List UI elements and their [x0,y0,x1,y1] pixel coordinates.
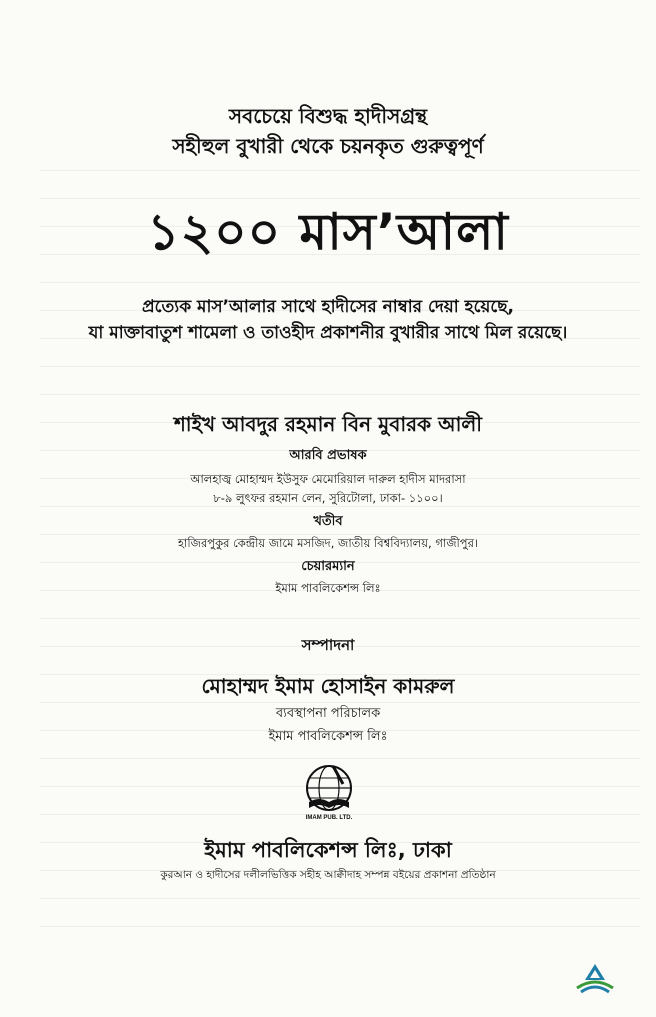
logo-emblem-text: IMAM PUB. LTD. [305,815,353,821]
author-role-lecturer-institution: আলহাজ্ব মোহাম্মদ ইউসুফ মেমোরিয়াল দারুল হাদীস মাদরাসা [190,472,466,486]
editing-label: সম্পাদনা [301,636,355,654]
author-name: শাইখ আবদুর রহমান বিন মুবারক আলী [173,412,483,436]
editor-name: মোহাম্মদ ইমাম হোসাইন কামরুল [201,674,455,698]
corner-logo-icon [573,958,617,998]
author-role-lecturer-address: ৮-৯ লুৎফর রহমান লেন, সুরিটোলা, ঢাকা- ১১০০। [213,491,443,505]
editor-role: ব্যবস্থাপনা পরিচালক [275,706,381,721]
description-line-2: যা মাক্তাবাতুশ শামেলা ও তাওহীদ প্রকাশনীর বুখারীর সাথে মিল রয়েছে। [88,323,568,343]
book-title: ১২০০ মাস’আলা [147,203,509,261]
publisher-tagline: কুরআন ও হাদীসের দলীলভিত্তিক সহীহ আক্বীদাহ সম্পন্ন বইয়ের প্রকাশনা প্রতিষ্ঠান [160,869,496,881]
author-role-lecturer: আরবি প্রভাষক [289,448,367,463]
author-role-chairman-detail: ইমাম পাবলিকেশন্স লিঃ [275,581,381,595]
author-role-chairman: চেয়ারম্যান [301,559,355,574]
subtitle-line-2: সহীহুল বুখারী থেকে চয়নকৃত গুরুত্বপূর্ণ [172,134,484,158]
globe-book-pen-logo-icon [297,758,361,822]
description-line-1: প্রত্যেক মাস’আলার সাথে হাদীসের নাম্বার দেয়া হয়েছে, [141,297,515,317]
author-role-khatib-detail: হাজিরপুকুর কেন্দ্রীয় জামে মসজিদ, জাতীয় বিশ্ববিদ্যালয়, গাজীপুর। [177,536,479,550]
author-role-khatib: খতীব [313,514,343,529]
subtitle-line-1: সবচেয়ে বিশুদ্ধ হাদীসগ্রন্থ [228,104,428,128]
editor-organization: ইমাম পাবলিকেশন্স লিঃ [268,729,388,744]
publisher-name: ইমাম পাবলিকেশন্স লিঃ, ঢাকা [204,838,452,862]
